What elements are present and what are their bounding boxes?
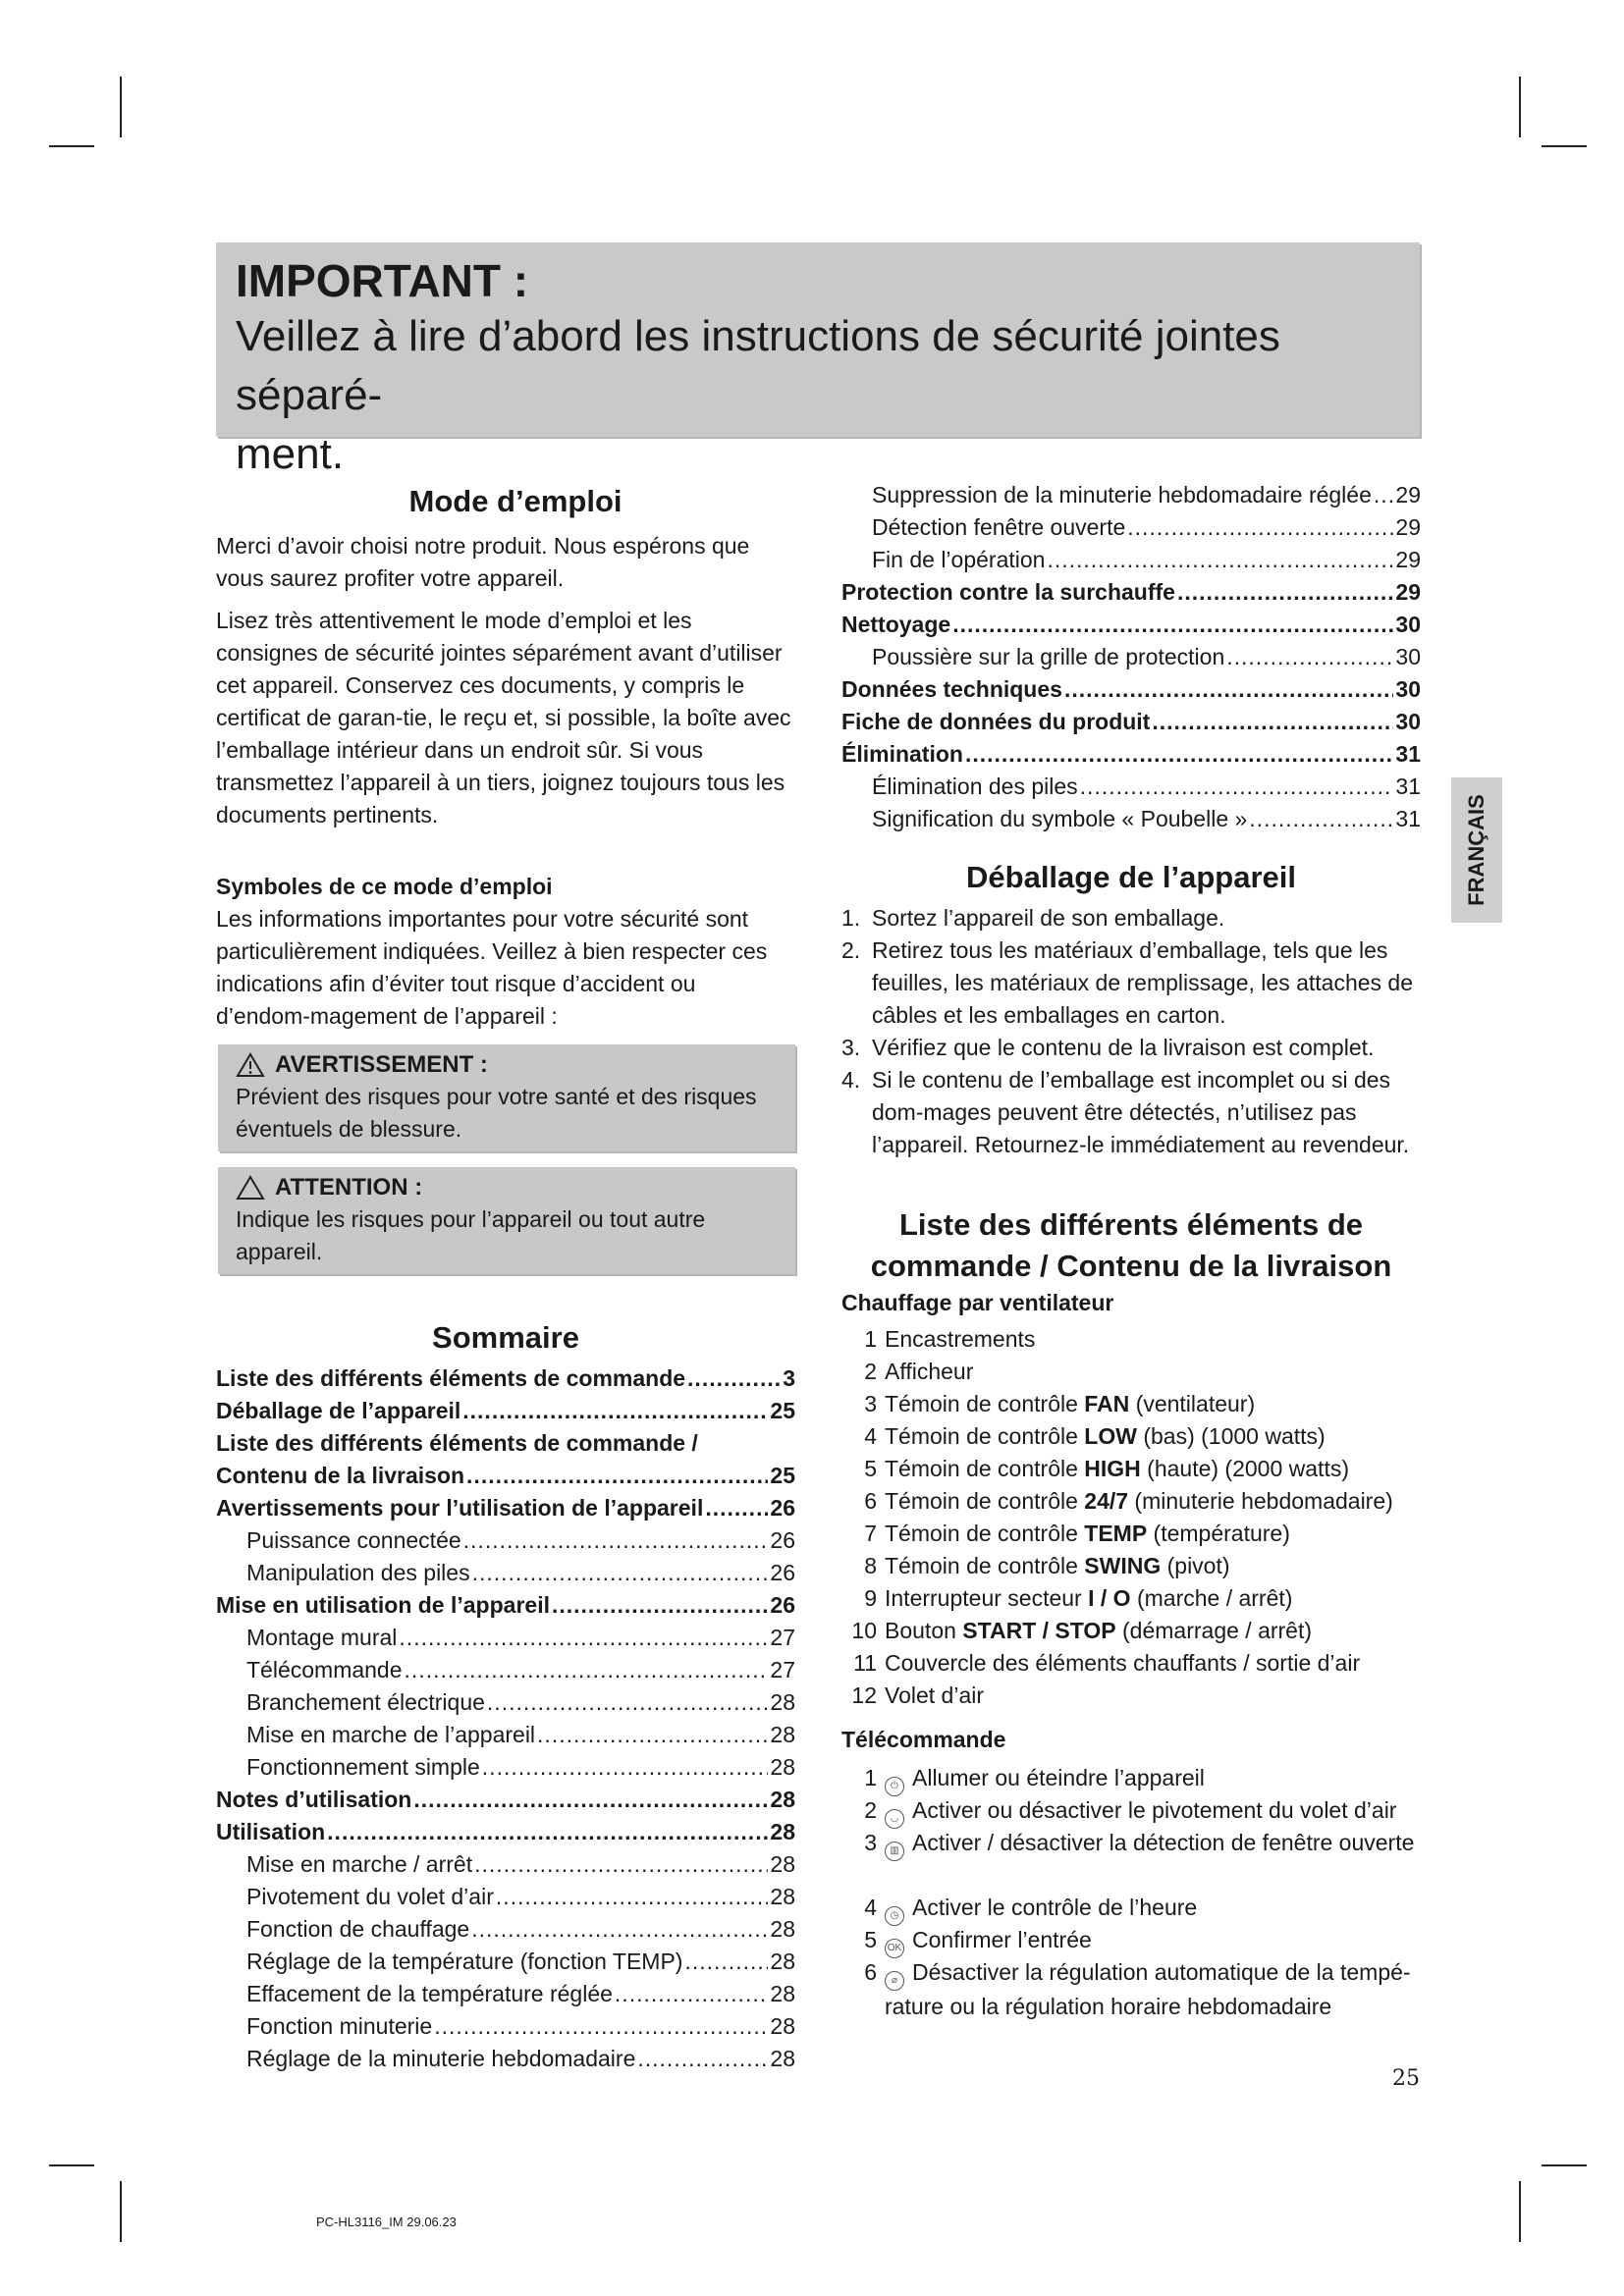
item-text-label: Activer le contrôle de l’heure	[912, 1895, 1198, 1920]
toc-entry-label: Élimination	[841, 741, 963, 767]
toc-entry-label: Branchement électrique	[246, 1689, 485, 1715]
warning-text: Prévient des risques pour votre santé et des risques éventuels de blessure.	[236, 1084, 757, 1142]
right-column	[841, 479, 1421, 2021]
toc-entry-label: Mise en marche de l’appareil	[246, 1722, 536, 1747]
item-text-pre: Afficheur	[885, 1359, 974, 1384]
language-tab-label: FRANÇAIS	[1464, 794, 1489, 906]
item-text-post: (ventilateur)	[1129, 1391, 1256, 1416]
important-line-1: Veillez à lire d’abord les instructions de sécurité jointes séparé-	[236, 312, 1280, 419]
toc-dot-leader	[615, 1978, 768, 2010]
step-number: 2.	[841, 937, 861, 963]
toc-entry	[216, 1460, 795, 1492]
crop-mark	[1542, 2164, 1587, 2166]
crop-mark	[120, 77, 122, 137]
item-number: 3	[864, 1830, 877, 1855]
toc-dot-leader	[399, 1622, 768, 1654]
heater-element-item	[841, 1453, 1421, 1485]
toc-entry	[216, 1557, 795, 1589]
toc-entry	[216, 1492, 795, 1524]
step-text: Si le contenu de l’emballage est incomplet ou si des dom-mages peuvent être détectés, n’utilisez pas l’appareil. Retournez-le immédiatement au revendeur.	[872, 1067, 1410, 1157]
toc-dot-leader	[474, 1848, 768, 1881]
window-icon: ▥	[885, 1842, 904, 1861]
toc-dot-leader	[1226, 641, 1393, 673]
toc-entry-label: Mise en utilisation de l’appareil	[216, 1592, 550, 1618]
item-text-post: (démarrage / arrêt)	[1115, 1618, 1313, 1643]
crop-mark	[49, 2164, 94, 2166]
toc-dot-leader	[1047, 544, 1393, 576]
toc-dot-leader	[1152, 706, 1393, 738]
item-text-bold: TEMP	[1084, 1521, 1148, 1546]
item-text	[885, 1892, 1197, 1924]
toc-entry-label: Fin de l’opération	[872, 547, 1046, 572]
toc-entry	[216, 1622, 795, 1654]
toc-entry-page: 28	[770, 2046, 795, 2071]
remote-element-item	[841, 1956, 1421, 2021]
item-text-pre: Couvercle des éléments chauffants / sortie d’air	[885, 1650, 1361, 1676]
toc-dot-leader	[965, 738, 1393, 771]
toc-entry-page: 25	[770, 1463, 795, 1488]
item-text-post: (pivot)	[1161, 1553, 1230, 1578]
toc-dot-leader	[471, 1913, 768, 1946]
toc-entry-page: 30	[1395, 644, 1421, 669]
mode-emploi-para-2: Lisez très attentivement le mode d’emploi et les consignes de sécurité jointes séparément avant d’utiliser cet appareil. Conservez ces documents, y compris le certificat de garan-tie, le reçu et, si possible, la boîte avec l’emballage intérieur dans un endroit sûr. Si vous transmettez l’appareil à un tiers, joignez toujours tous les documents pertinents.	[216, 608, 791, 828]
cancel-icon: ⌀	[885, 1971, 904, 1991]
toc-entry	[841, 544, 1421, 576]
toc-dot-leader	[482, 1751, 769, 1784]
item-number: 3	[864, 1391, 877, 1416]
crop-mark	[1519, 77, 1521, 137]
crop-mark	[120, 2181, 122, 2242]
item-text-pre: Témoin de contrôle	[885, 1521, 1085, 1546]
toc-entry	[216, 1881, 795, 1913]
toc-entry	[841, 738, 1421, 771]
toc-entry	[216, 1913, 795, 1946]
toc-dot-leader	[952, 609, 1393, 641]
toc-entry	[216, 2010, 795, 2043]
step-number: 3.	[841, 1035, 861, 1060]
item-text-bold: I / O	[1088, 1585, 1131, 1611]
item-number: 8	[864, 1553, 877, 1578]
toc-entry-label: Fiche de données du produit	[841, 709, 1151, 734]
item-number: 2	[864, 1797, 877, 1823]
toc-entry-label: Détection fenêtre ouverte	[872, 514, 1126, 540]
toc-entry	[216, 1719, 795, 1751]
warning-triangle-icon	[236, 1175, 265, 1201]
toc-dot-leader	[637, 2043, 768, 2075]
item-number: 9	[864, 1585, 877, 1611]
toc-entry-page: 28	[770, 1819, 795, 1844]
toc-entry-page: 29	[1395, 547, 1421, 572]
item-text-post: (marche / arrêt)	[1130, 1585, 1293, 1611]
toc-entry	[216, 1395, 795, 1427]
toc-entry	[216, 1848, 795, 1881]
toc-entry-label: Réglage de la température (fonction TEMP)	[246, 1949, 683, 1974]
toc-entry-page: 31	[1395, 741, 1421, 767]
toc-entry	[841, 641, 1421, 673]
deballage-step	[841, 1032, 1421, 1064]
heater-element-item	[841, 1485, 1421, 1518]
deballage-heading: Déballage de l’appareil	[966, 860, 1296, 894]
toc-entry-label: Télécommande	[246, 1657, 403, 1682]
item-text-label: Confirmer l’entrée	[912, 1927, 1092, 1952]
toc-entry-page: 28	[770, 1722, 795, 1747]
item-number: 6	[864, 1959, 877, 1985]
toc-dot-leader	[1080, 771, 1394, 803]
toc-entry-page: 28	[770, 1787, 795, 1812]
item-text-pre: Bouton	[885, 1618, 963, 1643]
left-column	[216, 481, 795, 2075]
warning-triangle-icon	[236, 1052, 265, 1078]
toc-entry-label: Notes d’utilisation	[216, 1787, 412, 1812]
toc-entry	[216, 1784, 795, 1816]
heater-heading: Chauffage par ventilateur	[841, 1290, 1114, 1315]
toc-entry	[216, 2043, 795, 2075]
heater-list	[841, 1323, 1421, 1712]
toc-dot-leader	[327, 1816, 768, 1848]
toc-entry-label: Liste des différents éléments de commande /	[216, 1430, 698, 1456]
toc-entry-page: 26	[770, 1592, 795, 1618]
toc-entry-label: Avertissements pour l’utilisation de l’appareil	[216, 1495, 704, 1521]
remote-element-item	[841, 1827, 1421, 1892]
item-number: 1	[864, 1765, 877, 1790]
toc-dot-leader	[537, 1719, 768, 1751]
remote-element-item	[841, 1924, 1421, 1956]
step-text: Retirez tous les matériaux d’emballage, tels que les feuilles, les matériaux de remplissage, les attaches de câbles et les emballages en carton.	[872, 937, 1414, 1028]
toc-entry-label: Élimination des piles	[872, 774, 1078, 799]
important-banner	[216, 242, 1420, 478]
sommaire-heading: Sommaire	[432, 1320, 579, 1355]
item-number: 10	[851, 1618, 877, 1643]
item-text	[885, 1485, 1393, 1518]
toc-entry-page: 27	[770, 1625, 795, 1650]
toc-dot-leader	[684, 1946, 768, 1978]
toc-entry-page: 27	[770, 1657, 795, 1682]
item-text-pre: Témoin de contrôle	[885, 1553, 1085, 1578]
item-text	[885, 1615, 1312, 1647]
toc-entry	[216, 1816, 795, 1848]
toc-entry-label: Montage mural	[246, 1625, 398, 1650]
toc-dot-leader	[472, 1557, 769, 1589]
language-tab	[1451, 777, 1502, 923]
item-text	[885, 1762, 1205, 1794]
item-text-label: Activer ou désactiver le pivotement du volet d’air	[912, 1797, 1397, 1823]
toc-entry-label: Suppression de la minuterie hebdomadaire réglée	[872, 482, 1372, 507]
toc-entry-label: Puissance connectée	[246, 1527, 461, 1553]
toc-dot-leader	[687, 1362, 781, 1395]
item-text-post: (haute) (2000 watts)	[1140, 1456, 1349, 1481]
heater-element-item	[841, 1323, 1421, 1356]
toc-entry-label: Contenu de la livraison	[216, 1463, 465, 1488]
heater-element-item	[841, 1582, 1421, 1615]
item-number: 12	[851, 1682, 877, 1708]
item-text-bold: FAN	[1084, 1391, 1130, 1416]
toc-entry-page: 29	[1395, 514, 1421, 540]
item-text	[885, 1388, 1255, 1420]
elements-heading-line-2: commande / Contenu de la livraison	[870, 1249, 1392, 1283]
toc-entry-label: Mise en marche / arrêt	[246, 1851, 473, 1877]
toc-entry-page: 29	[1395, 579, 1421, 605]
symbols-heading: Symboles de ce mode d’emploi	[216, 874, 553, 899]
item-number: 5	[864, 1456, 877, 1481]
toc-dot-leader	[463, 1524, 769, 1557]
toc-entry-page: 3	[783, 1365, 795, 1391]
toc-entry-label: Fonction minuterie	[246, 2013, 433, 2039]
toc-dot-leader	[705, 1492, 768, 1524]
toc-entry-label: Effacement de la température réglée	[246, 1981, 613, 2006]
item-text-bold: HIGH	[1084, 1456, 1141, 1481]
toc-dot-leader	[434, 2010, 768, 2043]
toc-entry-page: 26	[770, 1527, 795, 1553]
deballage-step	[841, 934, 1421, 1032]
toc-dot-leader	[405, 1654, 769, 1686]
toc-entry-label: Nettoyage	[841, 612, 951, 637]
toc-entry-page: 31	[1395, 774, 1421, 799]
item-text-pre: Témoin de contrôle	[885, 1456, 1085, 1481]
toc-entry-page: 28	[770, 1851, 795, 1877]
toc-entry-label: Pivotement du volet d’air	[246, 1884, 494, 1909]
attention-title: ATTENTION :	[275, 1174, 423, 1201]
item-text-post: (minuterie hebdomadaire)	[1128, 1488, 1393, 1514]
toc-entry-label: Fonction de chauffage	[246, 1916, 470, 1942]
heater-element-item	[841, 1615, 1421, 1647]
toc-entry	[841, 479, 1421, 511]
deballage-step	[841, 1064, 1421, 1161]
item-text	[885, 1582, 1292, 1615]
toc-dot-leader	[552, 1589, 768, 1622]
toc-entry	[841, 771, 1421, 803]
toc-dot-leader	[462, 1395, 768, 1427]
item-text	[885, 1956, 1421, 2021]
item-number: 4	[864, 1423, 877, 1449]
important-line-2: ment.	[236, 430, 345, 478]
toc-entry-page: 28	[770, 1689, 795, 1715]
remote-element-item	[841, 1794, 1421, 1827]
item-text-label: Désactiver la régulation automatique de la tempé-rature ou la régulation horaire hebdomadaire	[885, 1959, 1411, 2019]
toc-left	[216, 1362, 795, 2075]
toc-dot-leader	[1374, 479, 1394, 511]
toc-dot-leader	[1177, 576, 1393, 609]
toc-entry	[216, 1524, 795, 1557]
item-text-bold: LOW	[1084, 1423, 1137, 1449]
toc-entry-label: Poussière sur la grille de protection	[872, 644, 1225, 669]
item-text	[885, 1647, 1360, 1680]
heater-element-item	[841, 1420, 1421, 1453]
power-icon: ⏻	[885, 1777, 904, 1796]
step-text: Sortez l’appareil de son emballage.	[872, 905, 1225, 931]
toc-entry-page: 28	[770, 2013, 795, 2039]
toc-entry	[216, 1686, 795, 1719]
toc-entry-page: 28	[770, 1949, 795, 1974]
remote-element-item	[841, 1762, 1421, 1794]
toc-entry-label: Signification du symbole « Poubelle »	[872, 806, 1248, 831]
crop-mark	[49, 145, 94, 147]
heater-element-item	[841, 1647, 1421, 1680]
attention-text: Indique les risques pour l’appareil ou tout autre appareil.	[236, 1206, 706, 1264]
symbols-text: Les informations importantes pour votre sécurité sont particulièrement indiquées. Veillez à bien respecter ces indications afin d’éviter tout risque d’accident ou d’endom-magement de l’appareil :	[216, 906, 768, 1029]
attention-box	[218, 1167, 795, 1274]
ok-icon: OK	[885, 1939, 904, 1958]
toc-entry-page: 28	[770, 1981, 795, 2006]
item-text-post: (bas) (1000 watts)	[1136, 1423, 1326, 1449]
toc-entry	[841, 803, 1421, 835]
item-number: 7	[864, 1521, 877, 1546]
step-number: 4.	[841, 1067, 861, 1093]
toc-dot-leader	[466, 1460, 768, 1492]
deballage-step	[841, 902, 1421, 934]
toc-entry-label: Données techniques	[841, 676, 1062, 702]
toc-dot-leader	[413, 1784, 768, 1816]
elements-heading-line-1: Liste des différents éléments de	[898, 1207, 1364, 1242]
toc-entry-page: 28	[770, 1884, 795, 1909]
toc-entry-label: Manipulation des piles	[246, 1560, 470, 1585]
item-text	[885, 1356, 973, 1388]
toc-dot-leader	[496, 1881, 769, 1913]
toc-entry	[841, 673, 1421, 706]
toc-entry	[216, 1654, 795, 1686]
toc-entry-page: 28	[770, 1916, 795, 1942]
item-text-post: (température)	[1147, 1521, 1290, 1546]
heater-element-item	[841, 1550, 1421, 1582]
toc-entry	[216, 1751, 795, 1784]
item-text-bold: 24/7	[1084, 1488, 1129, 1514]
toc-entry-page: 31	[1395, 806, 1421, 831]
toc-entry	[216, 1978, 795, 2010]
item-text-label: Activer / désactiver la détection de fenêtre ouverte	[912, 1830, 1415, 1855]
item-text-bold: SWING	[1084, 1553, 1162, 1578]
toc-entry-label: Utilisation	[216, 1819, 326, 1844]
item-number: 4	[864, 1895, 877, 1920]
item-text	[885, 1453, 1349, 1485]
item-text-pre: Témoin de contrôle	[885, 1423, 1085, 1449]
toc-entry-page: 29	[1395, 482, 1421, 507]
item-text	[885, 1550, 1230, 1582]
footer-code: PC-HL3116_IM 29.06.23	[316, 2215, 457, 2229]
remote-element-item	[841, 1892, 1421, 1924]
toc-entry-page: 30	[1395, 612, 1421, 637]
item-text-bold: START / STOP	[962, 1618, 1116, 1643]
swing-icon: ◡	[885, 1809, 904, 1829]
remote-heading: Télécommande	[841, 1727, 1006, 1752]
warning-title: AVERTISSEMENT :	[275, 1051, 488, 1078]
mode-emploi-para-1: Merci d’avoir choisi notre produit. Nous espérons que vous saurez profiter votre appareil.	[216, 533, 750, 591]
toc-entry-page: 25	[770, 1398, 795, 1423]
toc-entry-label: Déballage de l’appareil	[216, 1398, 461, 1423]
clock-icon: ◷	[885, 1906, 904, 1926]
crop-mark	[1519, 2181, 1521, 2242]
toc-entry-page: 30	[1395, 676, 1421, 702]
toc-entry-label: Fonctionnement simple	[246, 1754, 480, 1780]
toc-entry	[216, 1589, 795, 1622]
toc-entry	[841, 706, 1421, 738]
item-text-label: Allumer ou éteindre l’appareil	[912, 1765, 1205, 1790]
item-text	[885, 1924, 1092, 1956]
important-title: IMPORTANT :	[236, 255, 529, 306]
toc-entry-page: 26	[770, 1560, 795, 1585]
warning-box	[218, 1044, 795, 1151]
heater-element-item	[841, 1388, 1421, 1420]
item-number: 5	[864, 1927, 877, 1952]
heater-element-item	[841, 1356, 1421, 1388]
item-text	[885, 1420, 1326, 1453]
toc-dot-leader	[1249, 803, 1393, 835]
toc-right	[841, 479, 1421, 835]
item-text-pre: Témoin de contrôle	[885, 1391, 1085, 1416]
item-number: 11	[853, 1650, 877, 1676]
toc-dot-leader	[1064, 673, 1393, 706]
toc-entry	[841, 609, 1421, 641]
toc-dot-leader	[1127, 511, 1393, 544]
item-text	[885, 1518, 1290, 1550]
item-text-pre: Interrupteur secteur	[885, 1585, 1089, 1611]
deballage-list	[841, 902, 1421, 1161]
toc-entry-label: Liste des différents éléments de commande	[216, 1365, 686, 1391]
heater-element-item	[841, 1518, 1421, 1550]
item-number: 1	[864, 1326, 877, 1352]
item-text	[885, 1680, 984, 1712]
item-number: 2	[864, 1359, 877, 1384]
item-text-pre: Volet d’air	[885, 1682, 985, 1708]
toc-entry-page: 30	[1395, 709, 1421, 734]
toc-entry	[216, 1427, 795, 1460]
mode-emploi-heading: Mode d’emploi	[408, 484, 623, 518]
item-text-pre: Encastrements	[885, 1326, 1036, 1352]
toc-entry	[841, 576, 1421, 609]
item-text	[885, 1794, 1396, 1827]
item-text	[885, 1323, 1035, 1356]
heater-element-item	[841, 1680, 1421, 1712]
toc-entry	[216, 1362, 795, 1395]
item-text	[885, 1827, 1414, 1892]
toc-entry-label: Réglage de la minuterie hebdomadaire	[246, 2046, 636, 2071]
item-text-pre: Témoin de contrôle	[885, 1488, 1085, 1514]
remote-list	[841, 1762, 1421, 2021]
toc-entry-label: Protection contre la surchauffe	[841, 579, 1175, 605]
page-number: 25	[1392, 2066, 1420, 2091]
toc-entry-page: 28	[770, 1754, 795, 1780]
toc-entry	[841, 511, 1421, 544]
toc-dot-leader	[487, 1686, 768, 1719]
step-text: Vérifiez que le contenu de la livraison est complet.	[872, 1035, 1375, 1060]
step-number: 1.	[841, 905, 861, 931]
toc-entry-page: 26	[770, 1495, 795, 1521]
toc-entry	[216, 1946, 795, 1978]
crop-mark	[1542, 145, 1587, 147]
item-number: 6	[864, 1488, 877, 1514]
